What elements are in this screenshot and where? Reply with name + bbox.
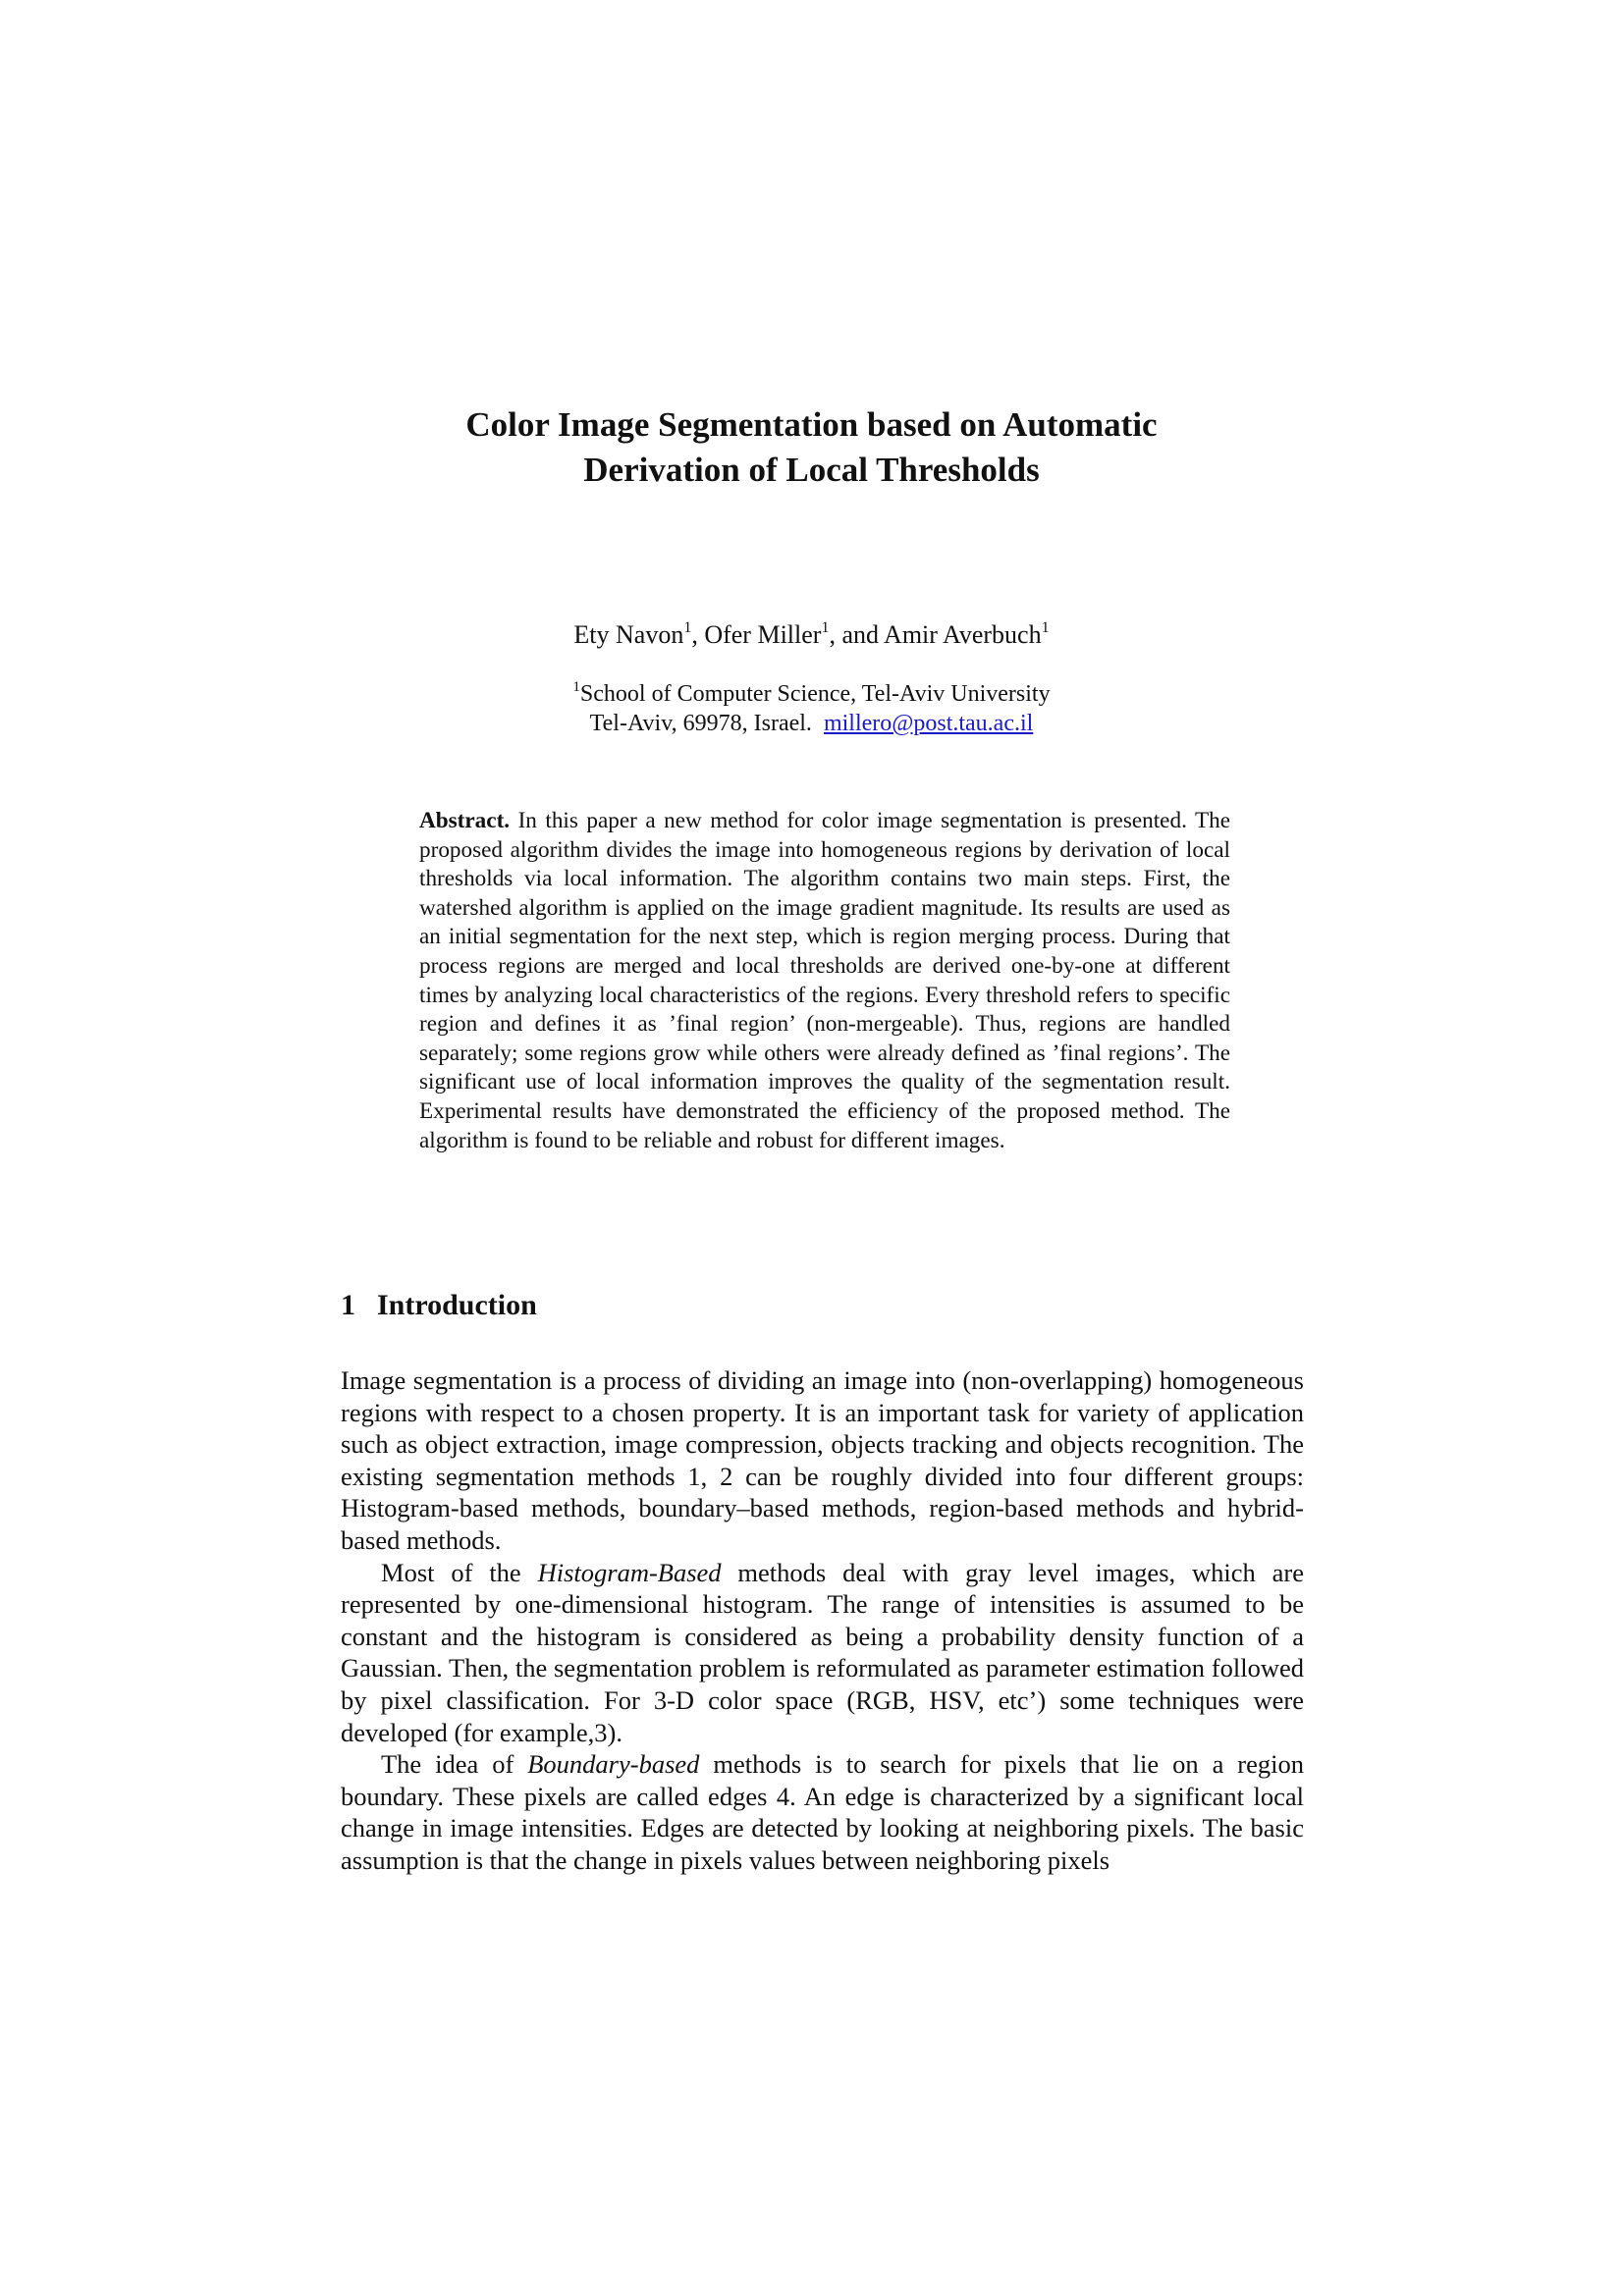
author-name: Ofer Miller <box>704 620 822 649</box>
affiliation-institution: School of Computer Science, Tel-Aviv University <box>579 681 1051 707</box>
emphasis-term: Histogram-Based <box>537 1557 722 1587</box>
section-heading <box>341 1288 537 1323</box>
affiliation-mark: 1 <box>572 679 580 695</box>
emphasis-term: Boundary-based <box>527 1749 700 1780</box>
author-affiliation-mark: 1 <box>683 619 692 636</box>
affiliation <box>0 679 1623 738</box>
author-list <box>0 618 1623 652</box>
title-line-2: Derivation of Local Thresholds <box>583 451 1040 489</box>
affiliation-address: Tel-Aviv, 69978, Israel. <box>589 711 812 736</box>
author-separator: , and <box>829 620 885 649</box>
paragraph-3-text: The idea of <box>381 1749 528 1780</box>
abstract-text: In this paper a new method for color image segmentation is presented. The proposed algorithm divides the image into homogeneous regions by derivation of local thresholds via local information. The algorithm contains two main steps. First, the watershed algorithm is applied on the image gradient magnitude. Its results are used as an initial segmentation for the next step, which is region merging process. During that process regions are merged and local thresholds are derived one-by-one at different times by analyzing local characteristics of the regions. Every threshold refers to specific region and defines it as ’final region’ (non-mergeable). Thus, regions are handled separately; some regions grow while others were already defined as ’final regions’. The significant use of local information improves the quality of the segmentation result. Experimental results have demonstrated the efficiency of the proposed method. The algorithm is found to be reliable and robust for different images. <box>419 808 1230 1153</box>
paragraph-3-text: methods is to search for pixels that lie on a region boundary. These pixels are called edges 4. An edge is characterized by a significant local change in image intensities. Edges are detected by looking at neighboring pixels. The basic assumption is that the change in pixels values between neighboring pixels <box>341 1749 1304 1875</box>
email-link[interactable]: millero@post.tau.ac.il <box>823 711 1034 736</box>
author-name: Amir Averbuch <box>884 620 1042 649</box>
author-separator: , <box>691 620 705 649</box>
paragraph-3 <box>341 1748 1304 1876</box>
section-title: Introduction <box>377 1289 537 1321</box>
title-line-1: Color Image Segmentation based on Automatic <box>465 405 1158 444</box>
author-affiliation-mark: 1 <box>821 619 830 636</box>
section-number: 1 <box>341 1289 355 1321</box>
affiliation-line-2 <box>0 709 1623 738</box>
author-name: Ety Navon <box>573 620 684 649</box>
paragraph-2-text: Most of the <box>381 1557 538 1587</box>
affiliation-line-1 <box>0 679 1623 709</box>
paragraph-2-text: methods deal with gray level images, which are represented by one-dimensional histogram. The range of intensities is assumed to be constant and the histogram is considered as being a probability density function of a Gaussian. Then, the segmentation problem is reformulated as parameter estimation followed by pixel classification. For 3-D color space (RGB, HSV, etc’) some techniques were developed (for example,3). <box>341 1557 1305 1747</box>
abstract <box>419 807 1230 1155</box>
paper-title <box>0 402 1623 493</box>
abstract-label: Abstract. <box>419 808 511 833</box>
section-body <box>341 1364 1304 1877</box>
author-affiliation-mark: 1 <box>1041 619 1050 636</box>
paragraph-2 <box>341 1557 1304 1749</box>
paragraph-1: Image segmentation is a process of dividing an image into (non-overlapping) homogeneous regions with respect to a chosen property. It is an important task for variety of application such as object extraction, image compression, objects tracking and objects recognition. The existing segmentation methods 1, 2 can be roughly divided into four different groups: Histogram-based methods, boundary–based methods, region-based methods and hybrid-based methods. <box>341 1365 1304 1555</box>
